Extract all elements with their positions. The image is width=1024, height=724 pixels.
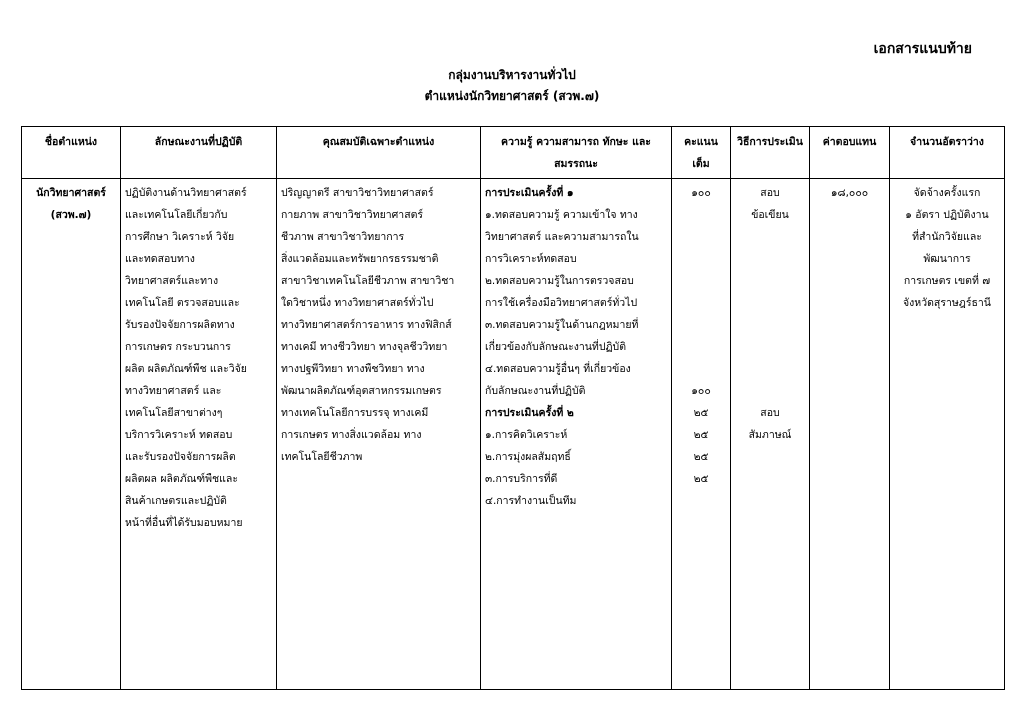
- qualifications-cell: [277, 179, 481, 690]
- position-code: (สวพ.๗): [50, 209, 92, 221]
- vacancy-line: การเกษตร เขตที่ ๗: [903, 275, 991, 287]
- header-method: วิธีการประเมิน: [731, 127, 810, 179]
- pay-value: ๑๘,๐๐๐: [830, 187, 869, 199]
- duties-line: เทคโนโลยี ตรวจสอบและ: [125, 297, 240, 309]
- duties-line: ผลิต ผลิตภัณฑ์พืช และวิจัย: [125, 363, 247, 375]
- duties-line: บริการวิเคราะห์ ทดสอบ: [125, 429, 233, 441]
- duties-line: เทคโนโลยีสาขาต่างๆ: [125, 407, 223, 419]
- assessment1-title: การประเมินครั้งที่ ๑: [485, 187, 574, 199]
- duties-line: ทางวิทยาศาสตร์ และ: [125, 385, 222, 397]
- duties-cell: [121, 179, 277, 690]
- qualification-line: กายภาพ สาขาวิชาวิทยาศาสตร์: [281, 209, 424, 221]
- vacancy-line: ที่สำนักวิจัยและ: [912, 231, 982, 243]
- duties-line: การเกษตร กระบวนการ: [125, 341, 231, 353]
- department-title: กลุ่มงานบริหารงานทั่วไป: [448, 68, 576, 82]
- assessment1-line: ๔.ทดสอบความรู้อื่นๆ ที่เกี่ยวข้อง: [485, 363, 631, 375]
- header-knowledge: ความรู้ ความสามารถ ทักษะ และสมรรถนะ: [481, 127, 672, 179]
- method-cell: [731, 179, 810, 690]
- assessment2-title: การประเมินครั้งที่ ๒: [485, 407, 574, 419]
- duties-line: หน้าที่อื่นที่ได้รับมอบหมาย: [125, 517, 243, 529]
- method2-line: สอบ: [760, 407, 780, 419]
- knowledge-cell: [481, 179, 672, 690]
- qualification-line: ทางวิทยาศาสตร์การอาหาร ทางฟิสิกส์: [281, 319, 452, 331]
- position-name: นักวิทยาศาสตร์: [36, 187, 106, 199]
- vacancy-line: จังหวัดสุราษฎร์ธานี: [903, 297, 991, 309]
- annex-label: เอกสารแนบท้าย: [873, 41, 972, 57]
- duties-line: รับรองปัจจัยการผลิตทาง: [125, 319, 235, 331]
- duties-line: ผลิตผล ผลิตภัณฑ์พืชและ: [125, 473, 239, 485]
- score-item: ๒๕: [693, 429, 709, 441]
- qualification-line: พัฒนาผลิตภัณฑ์อุตสาหกรรมเกษตร: [281, 385, 442, 397]
- assessment1-line: การวิเคราะห์ทดสอบ: [485, 253, 577, 265]
- qualification-line: สิ่งแวดล้อมและทรัพยากรธรรมชาติ: [281, 253, 439, 265]
- assessment1-line: ๓.ทดสอบความรู้ในด้านกฎหมายที่: [485, 319, 639, 331]
- method2-line: สัมภาษณ์: [748, 429, 792, 441]
- header-score: คะแนนเต็ม: [672, 127, 731, 179]
- qualification-line: ปริญญาตรี สาขาวิชาวิทยาศาสตร์: [281, 187, 434, 199]
- qualification-line: สาขาวิชาเทคโนโลยีชีวภาพ สาขาวิชา: [281, 275, 455, 287]
- assessment1-line: เกี่ยวข้องกับลักษณะงานที่ปฏิบัติ: [485, 341, 627, 353]
- duties-line: การศึกษา วิเคราะห์ วิจัย: [125, 231, 235, 243]
- duties-line: และรับรองปัจจัยการผลิต: [125, 451, 236, 463]
- header-position: ชื่อตำแหน่ง: [22, 127, 121, 179]
- score-item: ๒๕: [693, 473, 709, 485]
- duties-line: สินค้าเกษตรและปฏิบัติ: [125, 495, 227, 507]
- score-cell: [672, 179, 731, 690]
- position-title: ตำแหน่งนักวิทยาศาสตร์ (สวพ.๗): [424, 89, 600, 103]
- assessment1-line: วิทยาศาสตร์ และความสามารถใน: [485, 231, 639, 243]
- header-row: [22, 127, 1005, 179]
- vacancy-line: พัฒนาการ: [923, 253, 971, 265]
- assessment1-line: กับลักษณะงานที่ปฏิบัติ: [485, 385, 586, 397]
- qualification-line: ทางปฐพีวิทยา ทางพืชวิทยา ทาง: [281, 363, 425, 375]
- vacancies-cell: [890, 179, 1005, 690]
- assessment2-line: ๔.การทำงานเป็นทีม: [485, 495, 577, 507]
- duties-line: ปฏิบัติงานด้านวิทยาศาสตร์: [125, 187, 247, 199]
- score-item: ๒๕: [693, 407, 709, 419]
- duties-line: และทดสอบทาง: [125, 253, 195, 265]
- score-item: ๒๕: [693, 451, 709, 463]
- qualification-line: เทคโนโลยีชีวภาพ: [281, 451, 363, 463]
- method1-line: สอบ: [760, 187, 780, 199]
- recruitment-table: [21, 126, 1005, 690]
- assessment1-line: การใช้เครื่องมือวิทยาศาสตร์ทั่วไป: [485, 297, 638, 309]
- header-vacancies: จำนวนอัตราว่าง: [890, 127, 1005, 179]
- qualification-line: ใดวิชาหนึ่ง ทางวิทยาศาสตร์ทั่วไป: [281, 297, 434, 309]
- table-row: [22, 179, 1005, 690]
- score-assessment1: ๑๐๐: [691, 187, 711, 199]
- pay-cell: [810, 179, 890, 690]
- qualification-line: การเกษตร ทางสิ่งแวดล้อม ทาง: [281, 429, 422, 441]
- score-assessment2-total: ๑๐๐: [691, 385, 711, 397]
- assessment2-line: ๓.การบริการที่ดี: [485, 473, 558, 485]
- duties-line: วิทยาศาสตร์และทาง: [125, 275, 219, 287]
- position-cell: [22, 179, 121, 690]
- qualification-line: ทางเคมี ทางชีววิทยา ทางจุลชีววิทยา: [281, 341, 448, 353]
- duties-line: และเทคโนโลยีเกี่ยวกับ: [125, 209, 228, 221]
- assessment1-line: ๑.ทดสอบความรู้ ความเข้าใจ ทาง: [485, 209, 638, 221]
- header-pay: ค่าตอบแทน: [810, 127, 890, 179]
- vacancy-line: จัดจ้างครั้งแรก: [913, 187, 981, 199]
- assessment2-line: ๑.การคิดวิเคราะห์: [485, 429, 568, 441]
- qualification-line: ทางเทคโนโลยีการบรรจุ ทางเคมี: [281, 407, 429, 419]
- assessment2-line: ๒.การมุ่งผลสัมฤทธิ์: [485, 451, 571, 463]
- header-duties: ลักษณะงานที่ปฏิบัติ: [121, 127, 277, 179]
- vacancy-line: ๑ อัตรา ปฏิบัติงาน: [905, 209, 989, 221]
- assessment1-line: ๒.ทดสอบความรู้ในการตรวจสอบ: [485, 275, 634, 287]
- header-qualifications: คุณสมบัติเฉพาะตำแหน่ง: [277, 127, 481, 179]
- method1-line: ข้อเขียน: [751, 209, 789, 221]
- qualification-line: ชีวภาพ สาขาวิชาวิทยาการ: [281, 231, 405, 243]
